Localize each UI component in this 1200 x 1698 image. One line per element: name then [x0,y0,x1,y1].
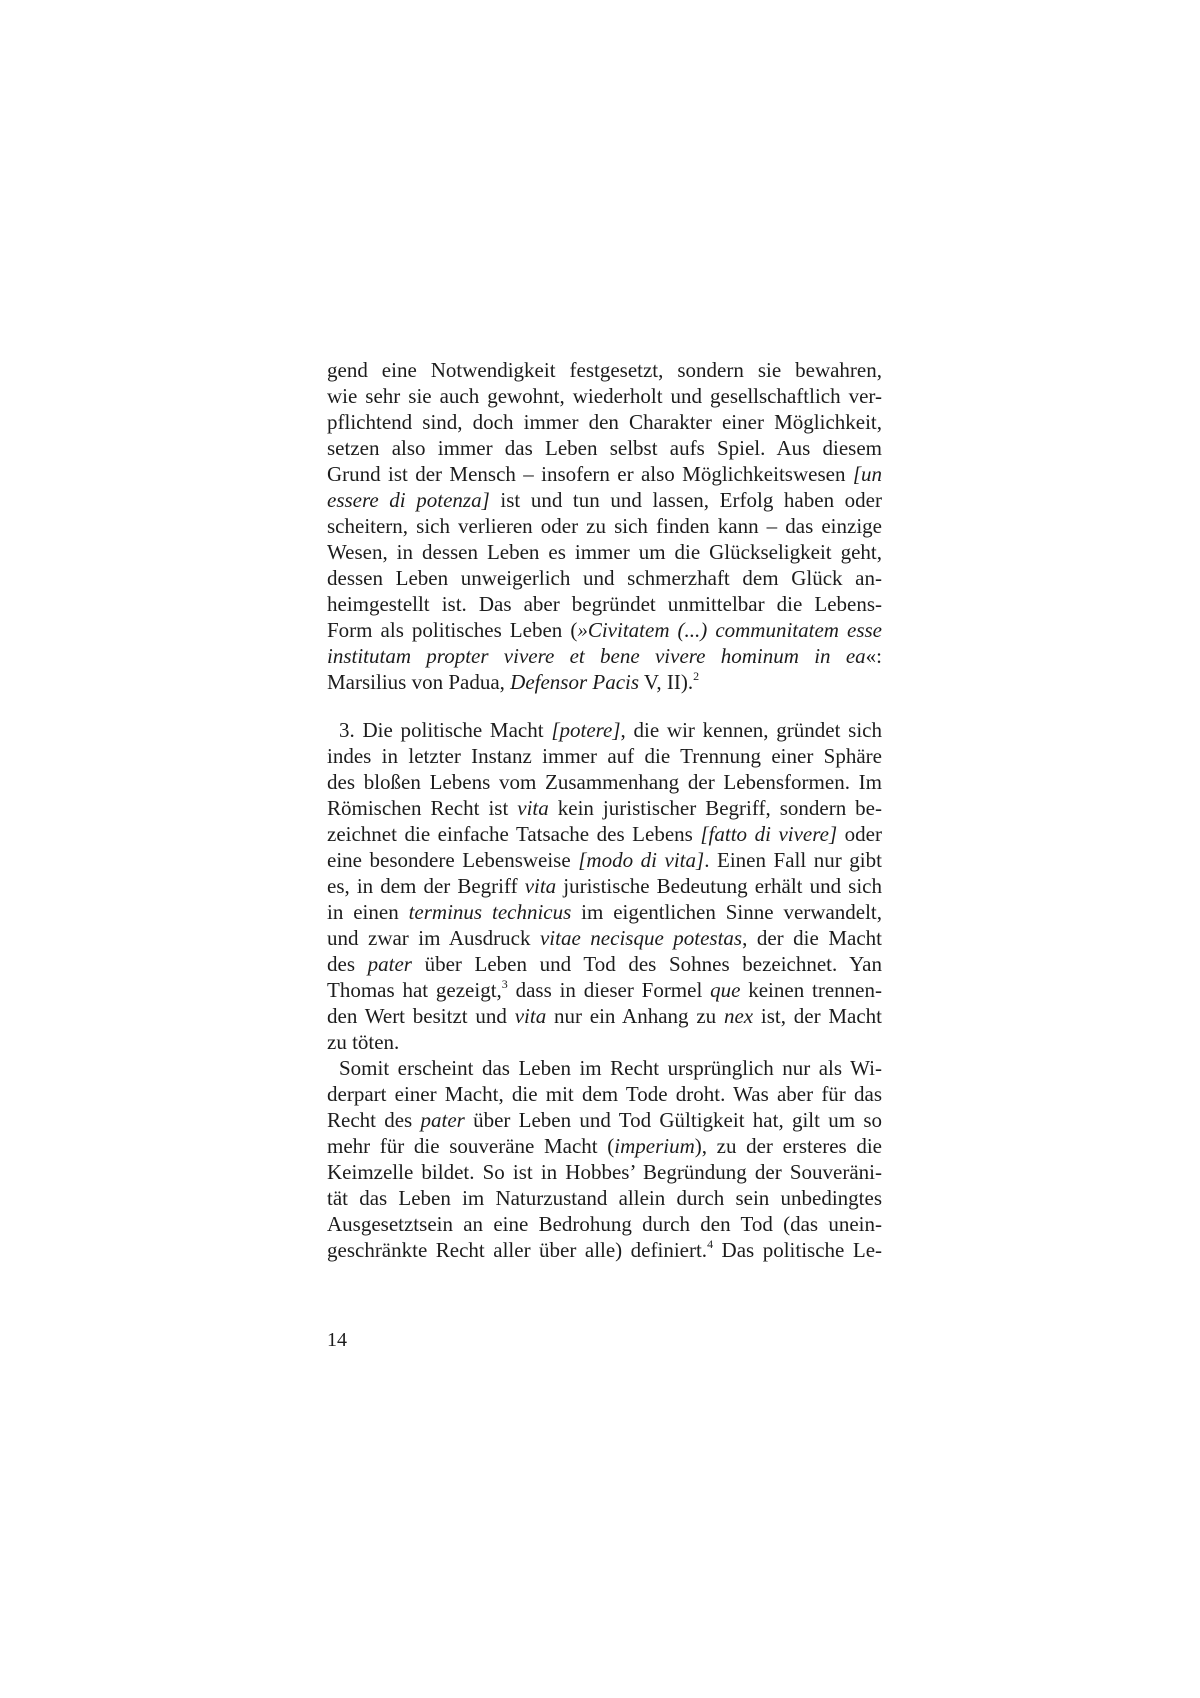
text-line: heimgestellt ist. Das aber begründet unmittelbar die Lebens- [327,592,882,616]
footnote-marker[interactable]: 3 [501,977,508,991]
paragraph-1 [327,357,882,695]
italic-term: [modo di vita] [578,848,705,872]
footnote-marker[interactable]: 2 [693,669,700,683]
page-number: 14 [327,1329,347,1351]
text-line: den Wert besitzt und vita nur ein Anhang zu nex ist, der Macht [327,1004,883,1028]
text-line: dessen Leben unweigerlich und schmerzhaft dem Glück an- [327,566,882,590]
text-line: zu töten. [327,1030,400,1054]
text-line: es, in dem der Begriff vita juristische Bedeutung erhält und sich [327,874,882,898]
text-line: Form als politisches Leben (»Civitatem (...) communitatem esse [327,618,882,642]
italic-term: vita [517,796,549,820]
text-line: mehr für die souveräne Macht (imperium), zu der ersteres die [327,1134,882,1158]
footnote-marker[interactable]: 4 [707,1237,714,1251]
italic-term: imperium [614,1134,695,1158]
italic-term: [fatto di vivere] [700,822,838,846]
text-line: eine besondere Lebensweise [modo di vita]. Einen Fall nur gibt [327,848,882,872]
italic-term: vita [524,874,557,898]
italic-term: nex [723,1004,754,1028]
text-line: Thomas hat gezeigt,$^3$ dass in dieser Formel que keinen trennen- [327,977,882,1002]
text-line: Recht des pater über Leben und Tod Gültigkeit hat, gilt um so [327,1108,882,1132]
text-line: Römischen Recht ist vita kein juristischer Begriff, sondern be- [327,796,882,820]
text-line: pflichtend sind, doch immer den Charakter einer Möglichkeit, [327,410,882,434]
text-line: Ausgesetztsein an eine Bedrohung durch den Tod (das unein- [327,1212,882,1236]
text-line: gend eine Notwendigkeit festgesetzt, sondern sie bewahren, [327,358,882,382]
text-line: in einen terminus technicus im eigentlichen Sinne verwandelt, [327,900,883,924]
text-line: des bloßen Lebens vom Zusammenhang der Lebensformen. Im [327,770,882,794]
italic-term: pater [367,952,412,976]
latin-quote: »Civitatem (...) communitatem esse [577,618,882,642]
italic-term: [potere] [551,718,621,742]
italic-term: pater [420,1108,465,1132]
text-line: setzen also immer das Leben selbst aufs Spiel. Aus diesem [327,436,882,460]
text-line: Keimzelle bildet. So ist in Hobbes’ Begründung der Souveräni- [327,1160,882,1184]
italic-term: essere di potenza] [327,488,490,512]
text-line: indes in letzter Instanz immer auf die Trennung einer Sphäre [327,744,882,768]
text-line: Wesen, in dessen Leben es immer um die Glückseligkeit geht, [327,540,882,564]
text-line: tät das Leben im Naturzustand allein durch sein unbedingtes [327,1186,882,1210]
text-line: 3. Die politische Macht [potere], die wir kennen, gründet sich [339,718,882,742]
text-line: derpart einer Macht, die mit dem Tode droht. Was aber für das [327,1082,882,1106]
text-line: Grund ist der Mensch – insofern er also Möglichkeitswesen [un [327,462,882,486]
text-line: Marsilius von Padua, Defensor Pacis V, II).$^2$ [327,669,700,694]
text-line: institutam propter vivere et bene vivere hominum in ea«: [327,644,882,668]
latin-quote: institutam propter vivere et bene vivere hominum in ea [327,644,866,668]
italic-term: [un [852,462,882,486]
italic-term: vitae necisque potestas [539,926,743,950]
book-title: Defensor Pacis [510,670,640,694]
section-gap [327,695,882,717]
text-line: geschränkte Recht aller über alle) definiert.$^4$ Das politische Le- [327,1237,883,1262]
body-text [327,357,882,1263]
text-line: Somit erscheint das Leben im Recht ursprünglich nur als Wi- [339,1056,882,1080]
text-line: wie sehr sie auch gewohnt, wiederholt und gesellschaftlich ver- [327,384,882,408]
text-line: zeichnet die einfache Tatsache des Lebens [fatto di vivere] oder [327,822,882,846]
text-line: und zwar im Ausdruck vitae necisque potestas, der die Macht [327,926,882,950]
text-line: des pater über Leben und Tod des Sohnes bezeichnet. Yan [327,952,882,976]
italic-term: vita [514,1004,547,1028]
italic-term: que [710,978,741,1002]
paragraph-3 [327,1055,882,1263]
italic-term: terminus technicus [408,900,572,924]
text-line: essere di potenza] ist und tun und lassen, Erfolg haben oder [327,488,882,512]
paragraph-2 [327,717,882,1055]
text-line: scheitern, sich verlieren oder zu sich finden kann – das einzige [327,514,882,538]
